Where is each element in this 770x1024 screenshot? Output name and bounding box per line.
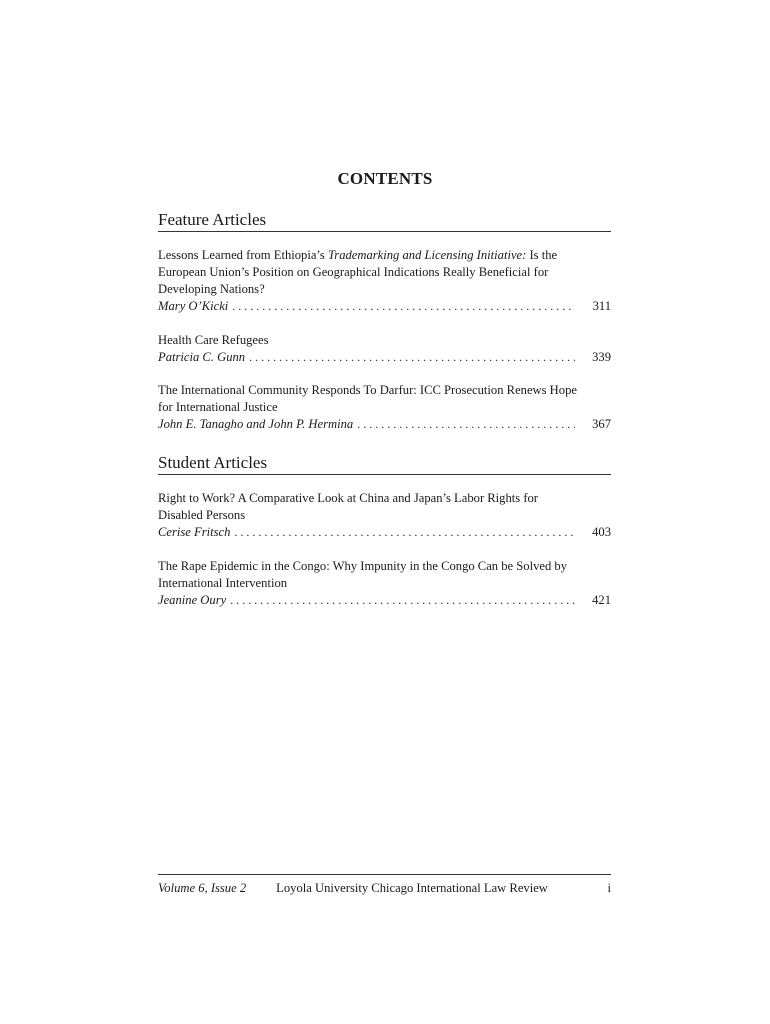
section-heading-student-articles: Student Articles [158, 453, 611, 475]
entry-title: Right to Work? A Comparative Look at China and Japan’s Labor Rights for Disabled Persons [158, 491, 539, 522]
dot-leader [230, 592, 575, 609]
dot-leader [232, 298, 575, 315]
entry-page-number: 339 [592, 350, 611, 364]
entry-page-number: 403 [592, 525, 611, 539]
entry-author: John E. Tanagho and John P. Hermina [158, 417, 354, 431]
footer-rule [158, 874, 611, 875]
page-title: CONTENTS [337, 169, 433, 188]
entry-title-part: Is the European Union’s Position on Geographical Indications Really Beneficial for Developing Nations? [158, 248, 558, 296]
dot-leader [357, 416, 575, 433]
entry-author: Cerise Fritsch [158, 525, 231, 539]
footer-journal-name: Loyola University Chicago International Law Review [276, 881, 548, 895]
entry-title: The Rape Epidemic in the Congo: Why Impunity in the Congo Can be Solved by International Intervention [158, 559, 568, 590]
author-line [158, 416, 611, 433]
author-line [158, 298, 611, 315]
toc-entry [158, 247, 611, 315]
dot-leader [249, 349, 575, 366]
page-footer [158, 881, 611, 896]
footer-volume: Volume 6, Issue 2 [158, 881, 247, 895]
author-line [158, 349, 611, 366]
entry-title-italic-part: Trademarking and Licensing Initiative: [327, 248, 527, 262]
entry-page-number: 421 [592, 593, 611, 607]
entry-page-number: 367 [592, 417, 611, 431]
author-line [158, 592, 611, 609]
entry-author: Patricia C. Gunn [158, 350, 246, 364]
section-heading-feature-articles: Feature Articles [158, 210, 611, 232]
entry-title: Health Care Refugees [158, 333, 269, 347]
entry-author: Jeanine Oury [158, 593, 227, 607]
entry-title-part: Lessons Learned from Ethiopia’s [158, 248, 328, 262]
toc-entry [158, 382, 611, 433]
toc-entry [158, 558, 611, 609]
toc-entry [158, 490, 611, 541]
footer-page-number: i [607, 881, 611, 895]
entry-author: Mary O’Kicki [158, 299, 229, 313]
toc-entry [158, 332, 611, 366]
dot-leader [234, 524, 575, 541]
entry-title: The International Community Responds To Darfur: ICC Prosecution Renews Hope for International Justice [158, 383, 577, 414]
author-line [158, 524, 611, 541]
entry-title [158, 247, 578, 298]
entry-page-number: 311 [592, 299, 611, 313]
